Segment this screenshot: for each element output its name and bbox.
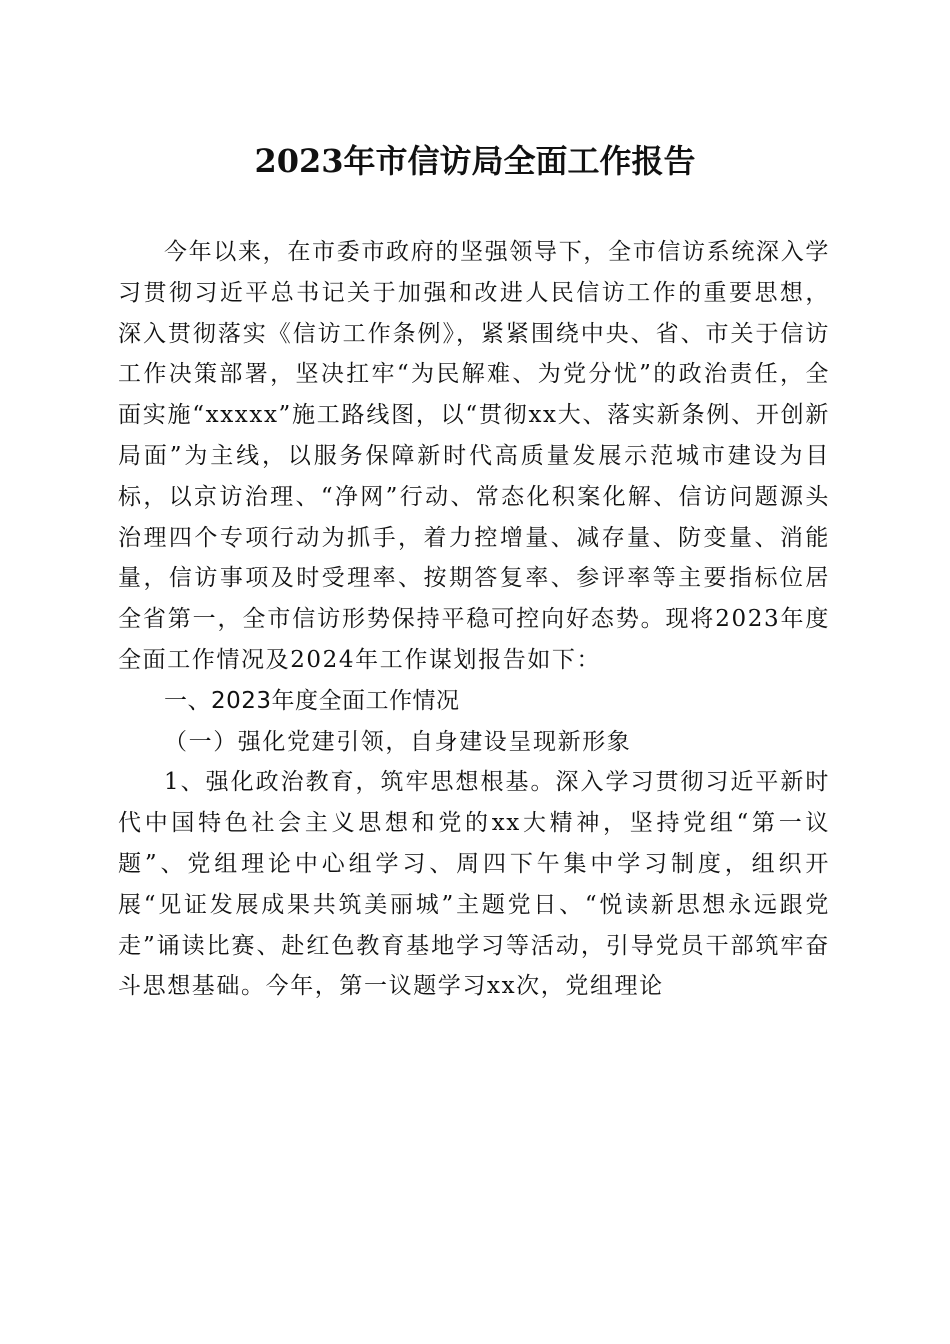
item-paragraph: 1、强化政治教育，筑牢思想根基。深入学习贯彻习近平新时代中国特色社会主义思想和党的xx大精神，坚持党组“第一议题”、党组理论中心组学习、周四下午集中学习制度，组织开展“见证发展成果共筑美丽城”主题党日、“悦读新思想永远跟党走”诵读比赛、赴红色教育基地学习等活动，引导党员干部筑牢奋斗思想基础。今年，第一议题学习xx次，党组理论 [118, 769, 830, 1000]
document-body [118, 232, 830, 1007]
section-heading: 一、2023年度全面工作情况 [164, 687, 460, 714]
intro-paragraph: 今年以来，在市委市政府的坚强领导下，全市信访系统深入学习贯彻习近平总书记关于加强和改进人民信访工作的重要思想，深入贯彻落实《信访工作条例》，紧紧围绕中央、省、市关于信访工作决策部署，坚决扛牢“为民解难、为党分忧”的政治责任，全面实施“xxxxx”施工路线图，以“贯彻xx大、落实新条例、开创新局面”为主线，以服务保障新时代高质量发展示范城市建设为目标，以京访治理、“净网”行动、常态化积案化解、信访问题源头治理四个专项行动为抓手，着力控增量、减存量、防变量、消能量，信访事项及时受理率、按期答复率、参评率等主要指标位居全省第一，全市信访形势保持平稳可控向好态势。现将2023年度全面工作情况及2024年工作谋划报告如下： [118, 239, 830, 673]
subsection-heading: （一）强化党建引领，自身建设呈现新形象 [164, 728, 632, 755]
document-title: 2023年市信访局全面工作报告 [254, 142, 696, 180]
